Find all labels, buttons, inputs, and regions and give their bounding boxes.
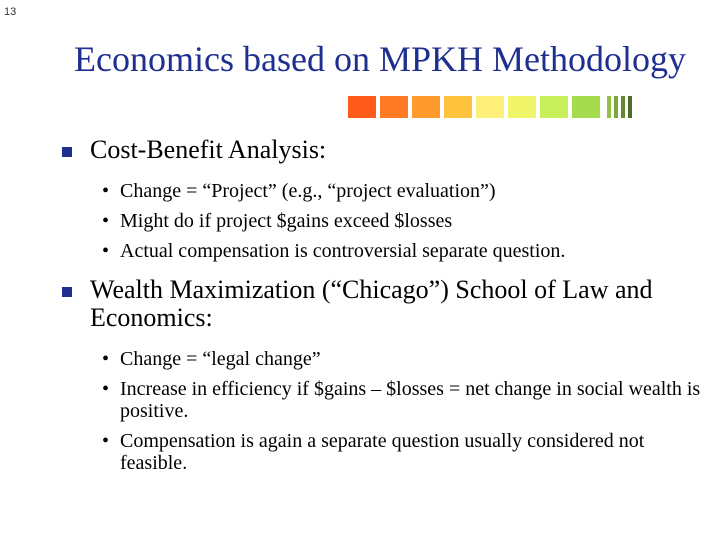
dot-bullet-icon: • — [102, 378, 110, 400]
list-item-text: Compensation is again a separate question usually considered not feasible. — [120, 430, 645, 474]
list-item-text: Might do if project $gains exceed $losses — [120, 210, 453, 232]
section-cost-benefit — [60, 136, 710, 262]
list-item — [60, 430, 710, 474]
list-item-text: Change = “legal change” — [120, 348, 321, 370]
color-stripe — [628, 96, 632, 118]
bullet-heading — [60, 136, 710, 164]
color-swatch — [348, 96, 376, 118]
slide-number: 13 — [4, 6, 17, 18]
square-bullet-icon — [62, 287, 72, 297]
sub-bullet-list — [60, 348, 710, 474]
color-swatch — [540, 96, 568, 118]
dot-bullet-icon: • — [102, 430, 110, 452]
color-swatch — [476, 96, 504, 118]
list-item-text: Change = “Project” (e.g., “project evaluation”) — [120, 180, 496, 202]
section-heading: Cost-Benefit Analysis: — [90, 135, 327, 164]
list-item — [60, 240, 710, 262]
bullet-heading — [60, 276, 710, 332]
list-item — [60, 210, 710, 232]
list-item — [60, 378, 710, 422]
square-bullet-icon — [62, 147, 72, 157]
color-swatch — [412, 96, 440, 118]
list-item-text: Increase in efficiency if $gains – $losses = net change in social wealth is positive. — [120, 378, 701, 422]
section-wealth-maximization — [60, 276, 710, 474]
list-item-text: Actual compensation is controversial separate question. — [120, 240, 566, 262]
dot-bullet-icon: • — [102, 240, 110, 262]
color-stripe — [614, 96, 618, 118]
slide-title: Economics based on MPKH Methodology — [74, 39, 686, 79]
slide-content — [60, 136, 710, 482]
color-stripe — [621, 96, 625, 118]
color-swatch — [380, 96, 408, 118]
sub-bullet-list — [60, 180, 710, 262]
color-stripes — [607, 96, 632, 118]
list-item — [60, 348, 710, 370]
list-item — [60, 180, 710, 202]
section-heading: Wealth Maximization (“Chicago”) School of Law and Economics: — [90, 275, 653, 332]
color-stripe — [607, 96, 611, 118]
dot-bullet-icon: • — [102, 180, 110, 202]
dot-bullet-icon: • — [102, 210, 110, 232]
color-swatch — [444, 96, 472, 118]
dot-bullet-icon: • — [102, 348, 110, 370]
color-swatch — [508, 96, 536, 118]
color-swatch — [572, 96, 600, 118]
decorative-color-bar — [348, 96, 632, 118]
